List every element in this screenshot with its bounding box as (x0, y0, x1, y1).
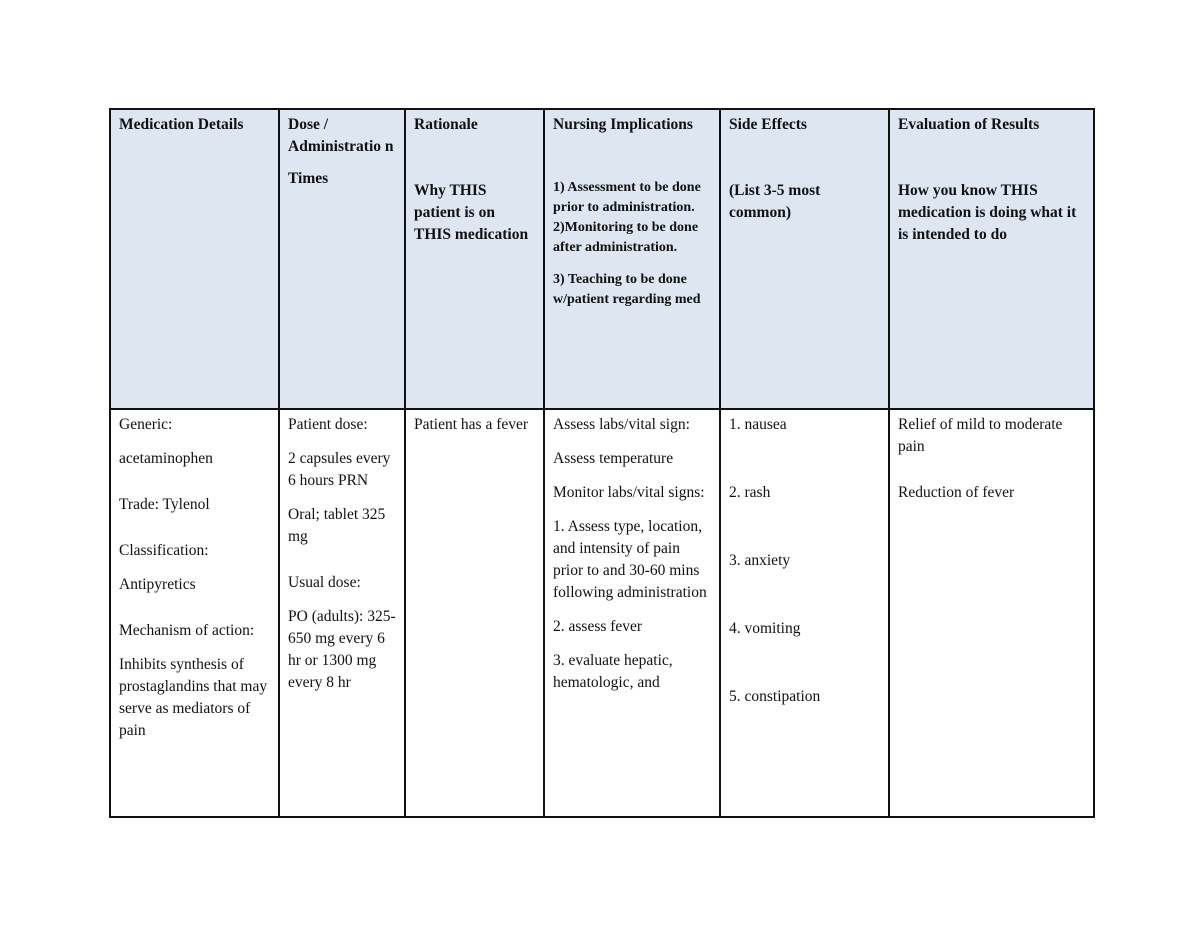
cell-side-effects: 1. nausea 2. rash 3. anxiety 4. vomiting 5. constipation (720, 409, 889, 817)
header-nursing-implications: Nursing Implications 1) Assessment to be done prior to administration. 2)Monitoring to be done after administration. 3) Teaching to be done w/patient regarding med (544, 109, 720, 409)
cell-evaluation: Relief of mild to moderate pain Reduction of fever (889, 409, 1094, 817)
medication-row (110, 409, 1094, 817)
header-medication-details: Medication Details (110, 109, 279, 409)
header-rationale: Rationale Why THIS patient is on THIS medication (405, 109, 544, 409)
cell-rationale: Patient has a fever (405, 409, 544, 817)
cell-dose: Patient dose: 2 capsules every 6 hours PRN Oral; tablet 325 mg Usual dose: PO (adults): 325-650 mg every 6 hr or 1300 mg every 8 hr (279, 409, 405, 817)
header-row (110, 109, 1094, 409)
cell-medication-details: Generic: acetaminophen Trade: Tylenol Classification: Antipyretics Mechanism of action: Inhibits synthesis of prostaglandins that may serve as mediators of pain (110, 409, 279, 817)
cell-nursing-implications: Assess labs/vital sign: Assess temperature Monitor labs/vital signs: 1. Assess type, location, and intensity of pain prior to and 30-60 mins following administration 2. assess fever 3. evaluate hepatic, hematologic, and (544, 409, 720, 817)
header-side-effects: Side Effects (List 3-5 most common) (720, 109, 889, 409)
header-evaluation: Evaluation of Results How you know THIS medication is doing what it is intended to do (889, 109, 1094, 409)
medication-table (109, 108, 1095, 818)
medication-card (109, 108, 1093, 818)
header-dose: Dose / Administratio n Times (279, 109, 405, 409)
